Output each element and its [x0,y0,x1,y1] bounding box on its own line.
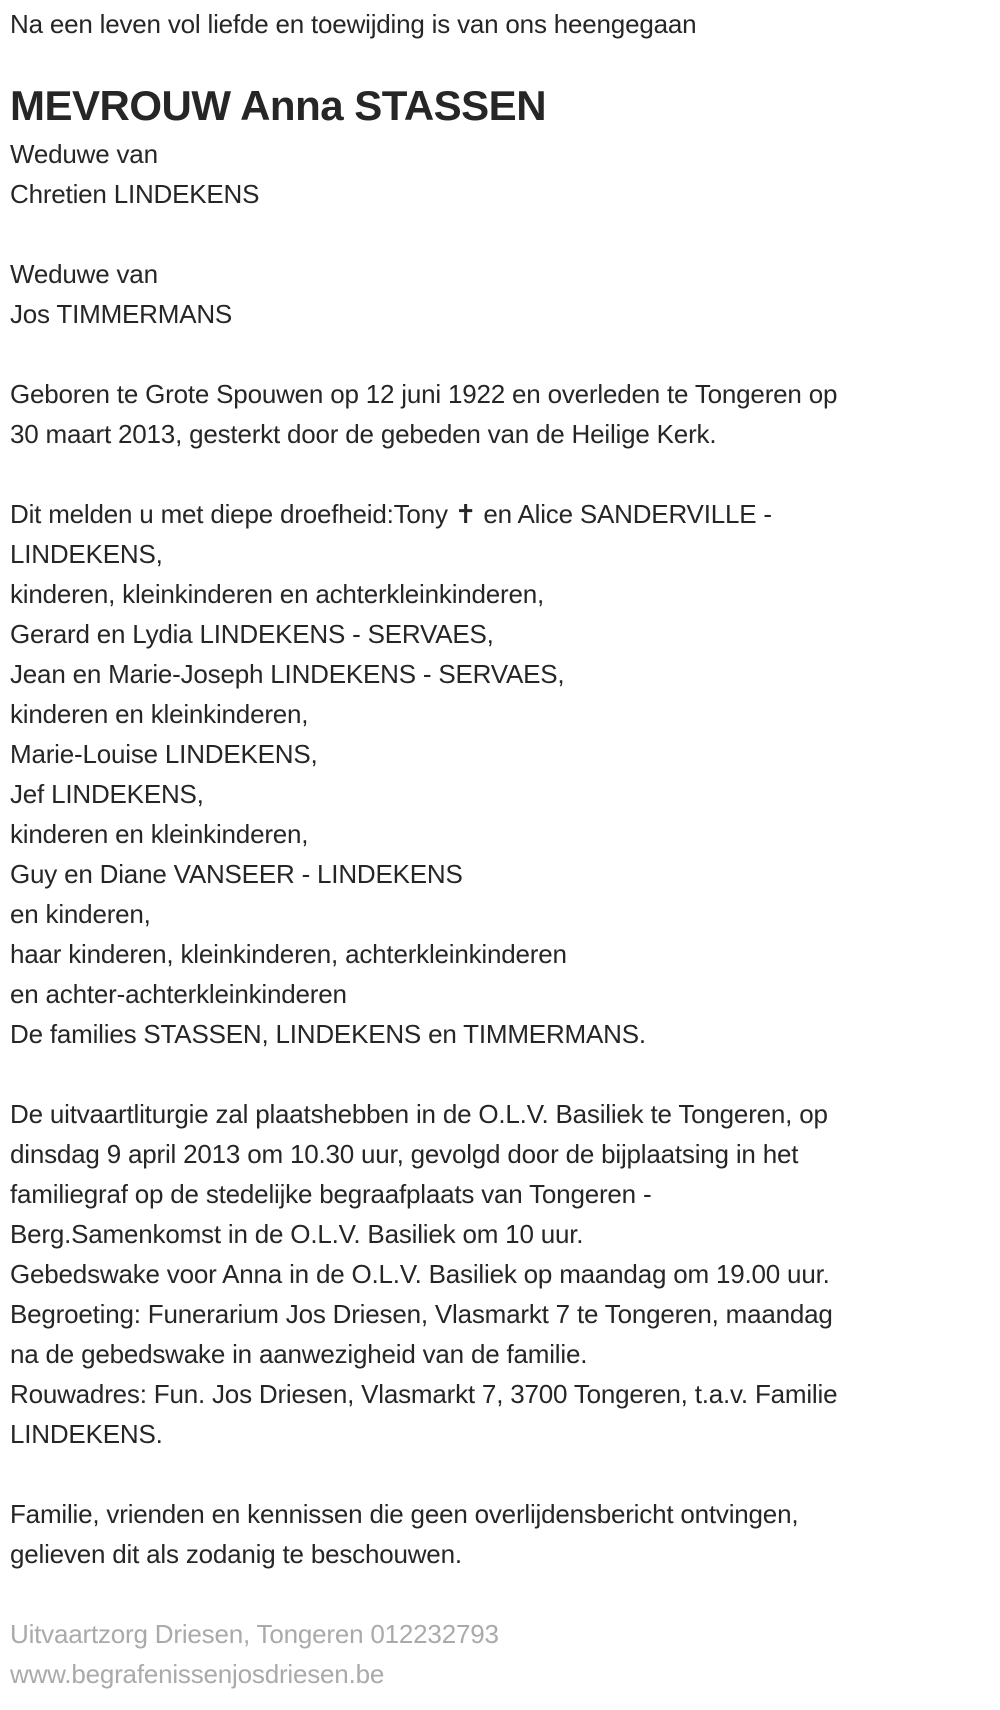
blank-line [10,214,990,254]
widow-husband-name-2: Jos TIMMERMANS [10,299,233,329]
blank-line [10,1454,990,1494]
service-line: LINDEKENS. [10,1419,163,1449]
blank-line [10,454,990,494]
service-line: De uitvaartliturgie zal plaatshebben in de O.L.V. Basiliek te Tongeren, op [10,1099,828,1129]
announcement-line: haar kinderen, kleinkinderen, achterkleinkinderen [10,939,567,969]
widow-husband-name-1: Chretien LINDEKENS [10,179,260,209]
service-line: Rouwadres: Fun. Jos Driesen, Vlasmarkt 7, 3700 Tongeren, t.a.v. Familie [10,1379,838,1409]
intro-line: Na een leven vol liefde en toewijding is van ons heengegaan [10,9,697,39]
widow-of-label-2: Weduwe van [10,259,158,289]
announcement-line: Guy en Diane VANSEER - LINDEKENS [10,859,463,889]
announcement-line: Jef LINDEKENS, [10,779,204,809]
birth-death-line: 30 maart 2013, gesterkt door de gebeden van de Heilige Kerk. [10,419,717,449]
blank-line [10,1574,990,1614]
service-line: familiegraf op de stedelijke begraafplaats van Tongeren - [10,1179,652,1209]
announcement-line: LINDEKENS, [10,539,163,569]
blank-line [10,1054,990,1094]
service-line: na de gebedswake in aanwezigheid van de familie. [10,1339,588,1369]
footer [10,1614,990,1694]
announcement-line: kinderen en kleinkinderen, [10,819,309,849]
closing-line: gelieven dit als zodanig te beschouwen. [10,1539,462,1569]
closing-notice-section [10,1494,990,1574]
announcement-line: Marie-Louise LINDEKENS, [10,739,318,769]
announcement-line: en kinderen, [10,899,151,929]
blank-line [10,334,990,374]
birth-death-line: Geboren te Grote Spouwen op 12 juni 1922 en overleden te Tongeren op [10,379,838,409]
birth-death-section [10,374,990,454]
announcement-line: Dit melden u met diepe droefheid:Tony ✝ en Alice SANDERVILLE - [10,499,772,529]
footer-website-line: www.begrafenissenjosdriesen.be [10,1659,385,1689]
announcement-line: Gerard en Lydia LINDEKENS - SERVAES, [10,619,494,649]
footer-funeral-home-line: Uitvaartzorg Driesen, Tongeren 012232793 [10,1619,499,1649]
announcement-line: De families STASSEN, LINDEKENS en TIMMERMANS. [10,1019,646,1049]
widow-of-label-1: Weduwe van [10,139,158,169]
service-line: Berg.Samenkomst in de O.L.V. Basiliek om 10 uur. [10,1219,584,1249]
service-line: Begroeting: Funerarium Jos Driesen, Vlasmarkt 7 te Tongeren, maandag [10,1299,833,1329]
service-line: Gebedswake voor Anna in de O.L.V. Basiliek op maandag om 19.00 uur. [10,1259,830,1289]
announcement-line: Jean en Marie-Joseph LINDEKENS - SERVAES, [10,659,565,689]
obituary-document [10,4,990,1694]
funeral-service-section [10,1094,990,1454]
deceased-name-title: MEVROUW Anna STASSEN [10,82,547,129]
closing-line: Familie, vrienden en kennissen die geen overlijdensbericht ontvingen, [10,1499,799,1529]
mourners-section [10,494,990,1054]
announcement-line: kinderen en kleinkinderen, [10,699,309,729]
announcement-line: en achter-achterkleinkinderen [10,979,347,1009]
service-line: dinsdag 9 april 2013 om 10.30 uur, gevolgd door de bijplaatsing in het [10,1139,799,1169]
announcement-line: kinderen, kleinkinderen en achterkleinkinderen, [10,579,545,609]
